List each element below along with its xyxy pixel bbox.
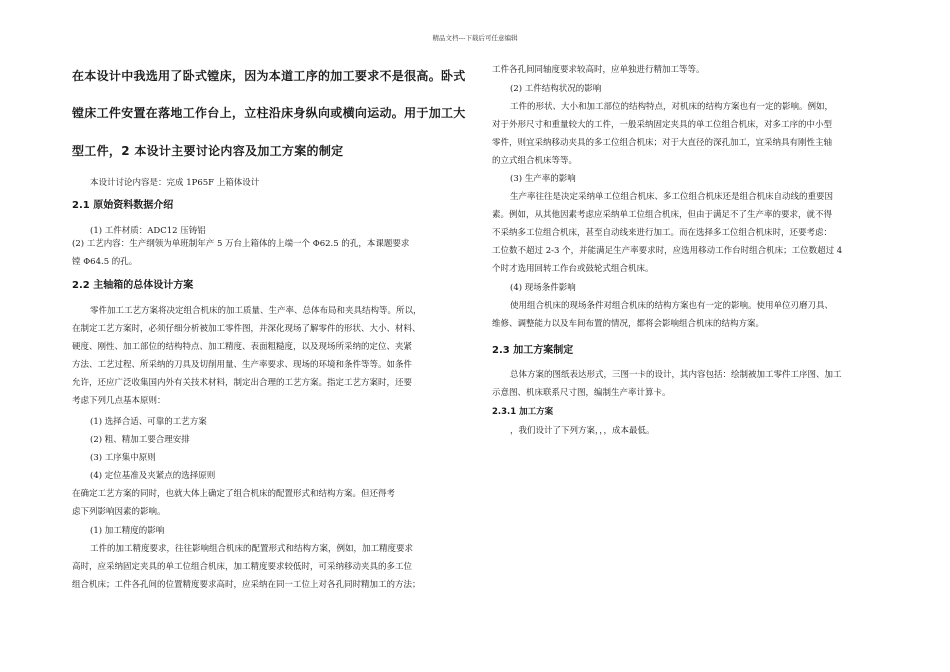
text-line: 在确定工艺方案的同时，也就大体上确定了组合机床的配置形式和结构方案。但还得考 xyxy=(72,489,396,499)
text-line: 组合机床；工件各孔间的位置精度要求高时，应采纳在同一工位上对各孔同时精加工的方法； xyxy=(72,580,421,590)
text-line: 型工件，2 本设计主要讨论内容及加工方案的制定 xyxy=(72,144,344,158)
text-line: 工件的加工精度要求，往往影响组合机床的配置形式和结构方案，例如，加工精度要求 xyxy=(90,544,414,554)
text-line: 示意图、机床联系尺寸图，编制生产率计算卡。 xyxy=(492,388,671,398)
text-line: 本设计讨论内容是：完成 1P65F 上箱体设计 xyxy=(90,178,260,188)
text-line: 虑下列影响因素的影响。 xyxy=(72,507,166,517)
text-line: 在本设计中我选用了卧式镗床，因为本道工序的加工要求不是很高。卧式 xyxy=(72,69,466,83)
text-line: (1) 工件材质：ADC12 压铸铝 xyxy=(90,226,206,236)
text-line: 工件各孔间同轴度要求较高时，应单独进行精加工等等。 xyxy=(492,65,705,75)
text-line: 工件的形状、大小和加工部位的结构特点，对机床的结构方案也有一定的影响。例如， xyxy=(510,102,834,112)
text-line: 使用组合机床的现场条件对组合机床的结构方案也有一定的影响。使用单位刃磨刀具、 xyxy=(510,301,834,311)
text-line: 零件加工工艺方案将决定组合机床的加工质量、生产率、总体布局和夹具结构等。所以， xyxy=(90,306,422,316)
section-heading: 2.2 主轴箱的总体设计方案 xyxy=(72,280,194,291)
text-line: 个时才选用回转工作台或鼓轮式组合机床。 xyxy=(492,264,654,274)
text-line: (1) 加工精度的影响 xyxy=(90,526,165,536)
text-line: (2) 工件结构状况的影响 xyxy=(510,84,602,94)
text-line: 生产率往往是决定采纳单工位组合机床、多工位组合机床还是组合机床自动线的重要因 xyxy=(510,192,834,202)
text-line: 总体方案的图纸表达形式，三图一卡的设计，其内容包括：绘制被加工零件工序图、加工 xyxy=(510,370,842,380)
text-line: ，我们设计了下列方案，，，成本最低。 xyxy=(510,426,655,436)
text-line: (4) 现场条件影响 xyxy=(510,283,576,293)
text-line: 零件，则宜采纳移动夹具的多工位组合机床；对于大直径的深孔加工，宜采纳具有刚性主轴 xyxy=(492,138,833,148)
text-line: 维修、调整能力以及车间布置的情况，都将会影响组合机床的结构方案。 xyxy=(492,319,765,329)
section-heading: 2.3 加工方案制定 xyxy=(492,345,574,356)
text-line: 硬度、刚性、加工部位的结构特点、加工精度、表面粗糙度，以及现场所采纳的定位、夹紧 xyxy=(72,342,413,352)
text-line: (1) 选择合适、可靠的工艺方案 xyxy=(90,417,207,427)
text-line: 镗床工件安置在落地工作台上，立柱沿床身纵向或横向运动。用于加工大 xyxy=(72,106,466,120)
text-line: 考虑下列几点基本原则： xyxy=(72,396,166,406)
text-line: 对于外形尺寸和重量较大的工件，一般采纳固定夹具的单工位组合机床，对多工序的中小型 xyxy=(492,120,833,130)
text-line: 镗 Φ64.5 的孔。 xyxy=(72,257,138,267)
text-line: (2) 工艺内容：生产纲领为单班制年产 5 万台上箱体的上端一个 Φ62.5 的孔，本课题要求 xyxy=(72,239,410,249)
text-line: 不采纳多工位组合机床，甚至自动线来进行加工。而在选择多工位组合机床时，还要考虑： xyxy=(492,228,833,238)
section-heading: 2.3.1 加工方案 xyxy=(492,407,554,417)
text-line: (3) 工序集中原则 xyxy=(90,453,156,463)
text-line: 的立式组合机床等等。 xyxy=(492,156,578,166)
text-line: (4) 定位基准及夹紧点的选择原则 xyxy=(90,471,216,481)
text-line: 高时，应采纳固定夹具的单工位组合机床，加工精度要求较低时，可采纳移动夹具的多工位 xyxy=(72,562,413,572)
text-line: 在制定工艺方案时，必须仔细分析被加工零件图，并深化现场了解零件的形状、大小、材料、 xyxy=(72,324,421,334)
text-line: 工位数不超过 2-3 个，并能满足生产率要求时，应选用移动工作台时组合机床；工位数超过 4 xyxy=(492,246,843,256)
text-line: 素。例如，从其他因素考虑应采纳单工位组合机床，但由于满足不了生产率的要求，就不得 xyxy=(492,210,833,220)
section-heading: 2.1 原始资料数据介绍 xyxy=(72,200,174,211)
text-line: (2) 粗、精加工要合理安排 xyxy=(90,435,190,445)
text-line: 方法、工艺过程、所采纳的刀具及切削用量、生产率要求、现场的环境和条件等等。如条件 xyxy=(72,360,413,370)
text-line: 允许，还应广泛收集国内外有关技术材料，制定出合理的工艺方案。指定工艺方案时，还要 xyxy=(72,378,413,388)
page-header: 精品文档---下载后可任意编辑 xyxy=(432,34,518,42)
text-line: (3) 生产率的影响 xyxy=(510,174,576,184)
